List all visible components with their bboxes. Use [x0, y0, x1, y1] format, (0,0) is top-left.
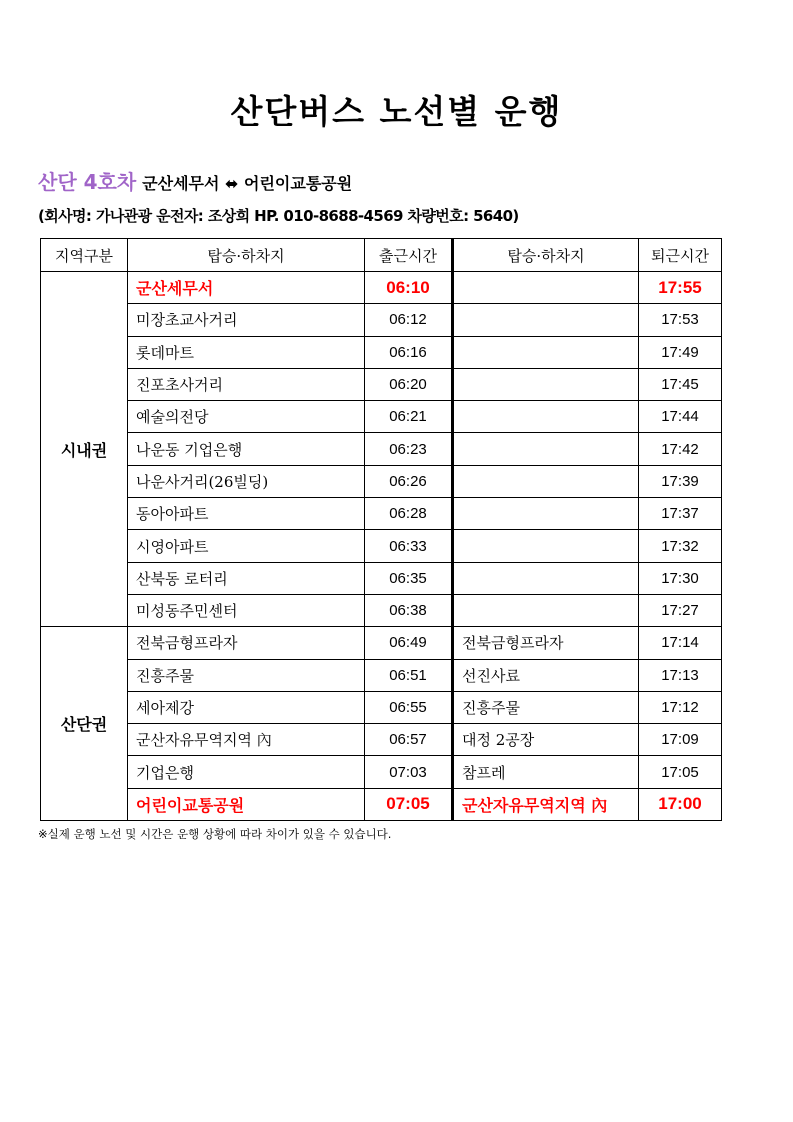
stop-pm-cell: 참프레 [453, 756, 639, 788]
stop-pm-cell: 진흥주물 [453, 691, 639, 723]
header-time-pm: 퇴근시간 [639, 239, 722, 272]
stop-am-cell: 롯데마트 [128, 336, 365, 368]
time-am-cell: 06:38 [365, 594, 453, 626]
stop-am-cell: 예술의전당 [128, 401, 365, 433]
time-am-cell: 06:35 [365, 562, 453, 594]
time-pm-cell: 17:12 [639, 691, 722, 723]
time-pm-cell: 17:53 [639, 304, 722, 336]
time-am-cell: 06:49 [365, 627, 453, 659]
table-row [41, 498, 722, 530]
time-pm-cell: 17:30 [639, 562, 722, 594]
time-pm-cell: 17:55 [639, 272, 722, 304]
stop-am-cell: 기업은행 [128, 756, 365, 788]
time-pm-cell: 17:42 [639, 433, 722, 465]
time-am-cell: 07:03 [365, 756, 453, 788]
time-pm-cell: 17:27 [639, 594, 722, 626]
stop-am-cell: 미성동주민센터 [128, 594, 365, 626]
stop-pm-cell [453, 304, 639, 336]
stop-pm-cell [453, 433, 639, 465]
stop-pm-cell [453, 368, 639, 400]
time-pm-cell: 17:49 [639, 336, 722, 368]
stop-pm-cell: 대정 2공장 [453, 724, 639, 756]
table-row [41, 724, 722, 756]
table-row [41, 368, 722, 400]
time-pm-cell: 17:44 [639, 401, 722, 433]
time-pm-cell: 17:39 [639, 465, 722, 497]
stop-am-cell: 어린이교통공원 [128, 788, 365, 820]
time-am-cell: 06:28 [365, 498, 453, 530]
stop-am-cell: 군산자유무역지역 內 [128, 724, 365, 756]
stop-am-cell: 미장초교사거리 [128, 304, 365, 336]
stop-pm-cell: 군산자유무역지역 內 [453, 788, 639, 820]
table-row [41, 691, 722, 723]
time-am-cell: 07:05 [365, 788, 453, 820]
stop-pm-cell [453, 465, 639, 497]
route-stops: 군산세무서 ⬌ 어린이교통공원 [142, 174, 353, 193]
time-am-cell: 06:10 [365, 272, 453, 304]
table-row [41, 304, 722, 336]
stop-am-cell: 진포초사거리 [128, 368, 365, 400]
stop-am-cell: 산북동 로터리 [128, 562, 365, 594]
time-am-cell: 06:33 [365, 530, 453, 562]
stop-am-cell: 나운동 기업은행 [128, 433, 365, 465]
route-number: 산단 4호차 [38, 170, 137, 194]
time-am-cell: 06:55 [365, 691, 453, 723]
time-am-cell: 06:21 [365, 401, 453, 433]
stop-pm-cell [453, 272, 639, 304]
table-row [41, 336, 722, 368]
time-am-cell: 06:12 [365, 304, 453, 336]
time-pm-cell: 17:00 [639, 788, 722, 820]
stop-am-cell: 전북금형프라자 [128, 627, 365, 659]
stop-pm-cell [453, 336, 639, 368]
time-am-cell: 06:51 [365, 659, 453, 691]
time-am-cell: 06:16 [365, 336, 453, 368]
page-title: 산단버스 노선별 운행 [230, 92, 563, 131]
stop-am-cell: 세아제강 [128, 691, 365, 723]
table-row [41, 272, 722, 304]
time-pm-cell: 17:32 [639, 530, 722, 562]
table-header-row [41, 239, 722, 272]
stop-pm-cell [453, 594, 639, 626]
stop-am-cell: 군산세무서 [128, 272, 365, 304]
time-pm-cell: 17:13 [639, 659, 722, 691]
table-row [41, 627, 722, 659]
header-stop-pm: 탑승·하차지 [453, 239, 639, 272]
region-label: 산단권 [41, 627, 128, 821]
schedule-body [41, 272, 722, 821]
header-stop-am: 탑승·하차지 [128, 239, 365, 272]
stop-pm-cell [453, 498, 639, 530]
company-info: (회사명: 가나관광 운전자: 조상희 HP. 010-8688-4569 차량번호: 5640) [38, 207, 519, 225]
time-pm-cell: 17:37 [639, 498, 722, 530]
region-label: 시내권 [41, 272, 128, 627]
time-am-cell: 06:20 [365, 368, 453, 400]
time-pm-cell: 17:14 [639, 627, 722, 659]
stop-pm-cell [453, 401, 639, 433]
time-pm-cell: 17:05 [639, 756, 722, 788]
stop-am-cell: 진흥주물 [128, 659, 365, 691]
schedule-table [40, 238, 722, 821]
time-pm-cell: 17:09 [639, 724, 722, 756]
header-time-am: 출근시간 [365, 239, 453, 272]
table-row [41, 401, 722, 433]
table-row [41, 562, 722, 594]
time-am-cell: 06:57 [365, 724, 453, 756]
stop-am-cell: 동아아파트 [128, 498, 365, 530]
table-row [41, 433, 722, 465]
table-row [41, 659, 722, 691]
stop-pm-cell [453, 562, 639, 594]
stop-am-cell: 나운사거리(26빌딩) [128, 465, 365, 497]
footnote: ※실제 운행 노선 및 시간은 운행 상황에 따라 차이가 있을 수 있습니다. [38, 827, 392, 841]
table-row [41, 465, 722, 497]
table-row [41, 530, 722, 562]
stop-am-cell: 시영아파트 [128, 530, 365, 562]
time-am-cell: 06:23 [365, 433, 453, 465]
stop-pm-cell: 선진사료 [453, 659, 639, 691]
route-heading [38, 166, 352, 195]
time-am-cell: 06:26 [365, 465, 453, 497]
table-row [41, 594, 722, 626]
table-row [41, 788, 722, 820]
time-pm-cell: 17:45 [639, 368, 722, 400]
stop-pm-cell: 전북금형프라자 [453, 627, 639, 659]
stop-pm-cell [453, 530, 639, 562]
header-region: 지역구분 [41, 239, 128, 272]
table-row [41, 756, 722, 788]
